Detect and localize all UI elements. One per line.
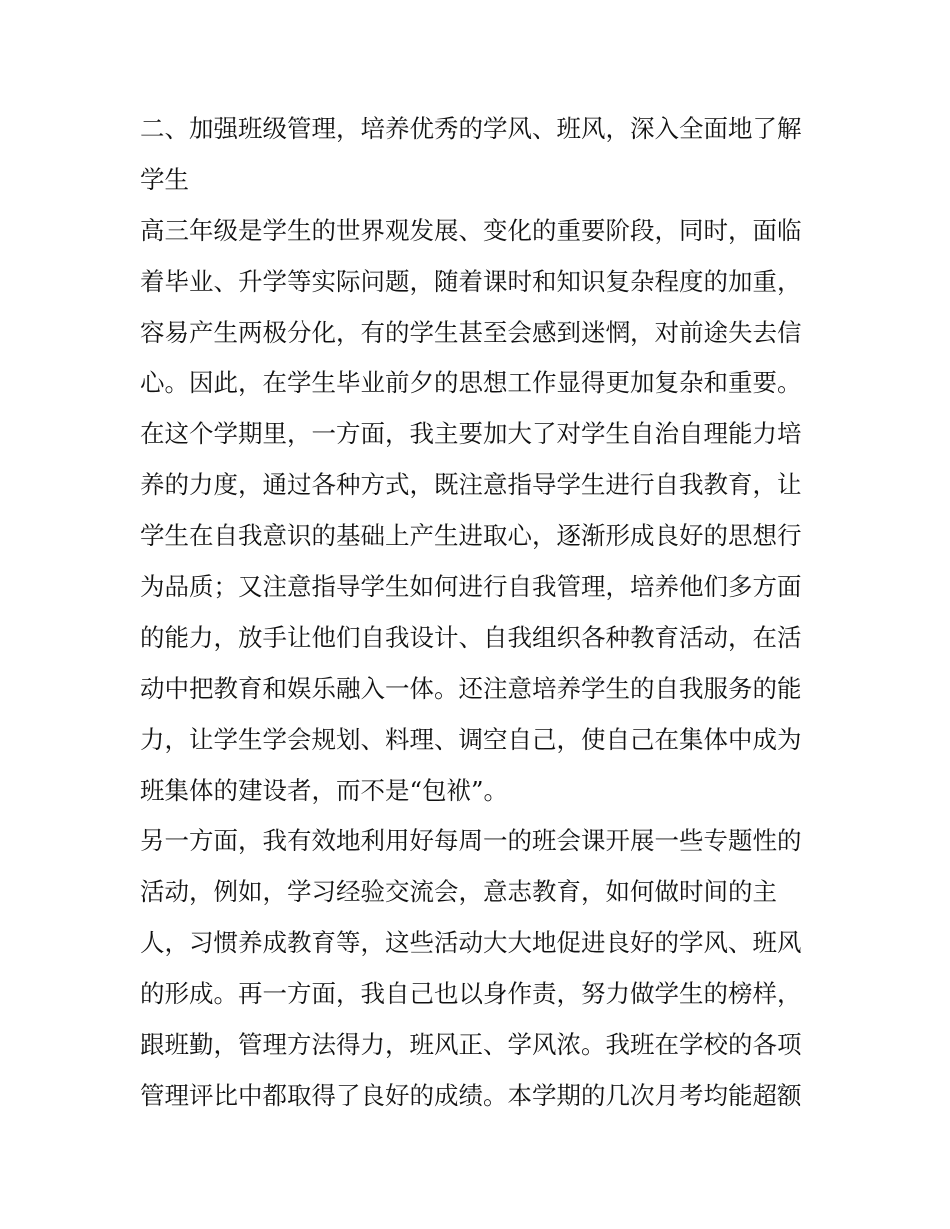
paragraph-line: 学生在自我意识的基础上产生进取心，逐渐形成良好的思想行 [140, 521, 802, 551]
paragraph-line: 力，让学生学会规划、料理、调空自己，使自己在集体中成为 [140, 724, 802, 754]
paragraph-line: 养的力度，通过各种方式，既注意指导学生进行自我教育，让 [140, 470, 802, 500]
paragraph-line: 管理评比中都取得了良好的成绩。本学期的几次月考均能超额 [140, 1080, 802, 1110]
section-heading-line-1: 二、加强班级管理，培养优秀的学风、班风，深入全面地了解 [140, 114, 802, 143]
paragraph-line: 的能力，放手让他们自我设计、自我组织各种教育活动，在活 [140, 622, 802, 652]
paragraph-line: 另一方面，我有效地利用好每周一的班会课开展一些专题性的 [140, 826, 802, 856]
paragraph-line: 跟班勤，管理方法得力，班风正、学风浓。我班在学校的各项 [140, 1030, 802, 1060]
paragraph-line: 的形成。再一方面，我自己也以身作责，努力做学生的榜样， [140, 979, 802, 1009]
paragraph-line: 心。因此，在学生毕业前夕的思想工作显得更加复杂和重要。 [140, 368, 802, 398]
paragraph-line: 在这个学期里，一方面，我主要加大了对学生自治自理能力培 [140, 419, 802, 449]
paragraph-line: 活动，例如，学习经验交流会，意志教育，如何做时间的主 [140, 877, 777, 907]
body-text [140, 104, 830, 1122]
section-heading-line-2: 学生 [140, 164, 189, 194]
paragraph-line: 高三年级是学生的世界观发展、变化的重要阶段，同时，面临 [140, 215, 802, 245]
paragraph-line: 为品质；又注意指导学生如何进行自我管理，培养他们多方面 [140, 572, 802, 602]
paragraph-line: 班集体的建设者，而不是“包袱”。 [140, 775, 509, 805]
paragraph-line: 着毕业、升学等实际问题，随着课时和知识复杂程度的加重， [140, 266, 802, 296]
paragraph-line: 容易产生两极分化，有的学生甚至会感到迷惘，对前途失去信 [140, 317, 802, 347]
paragraph-line: 人，习惯养成教育等，这些活动大大地促进良好的学风、班风 [140, 928, 802, 958]
paragraph-line: 动中把教育和娱乐融入一体。还注意培养学生的自我服务的能 [140, 673, 802, 703]
